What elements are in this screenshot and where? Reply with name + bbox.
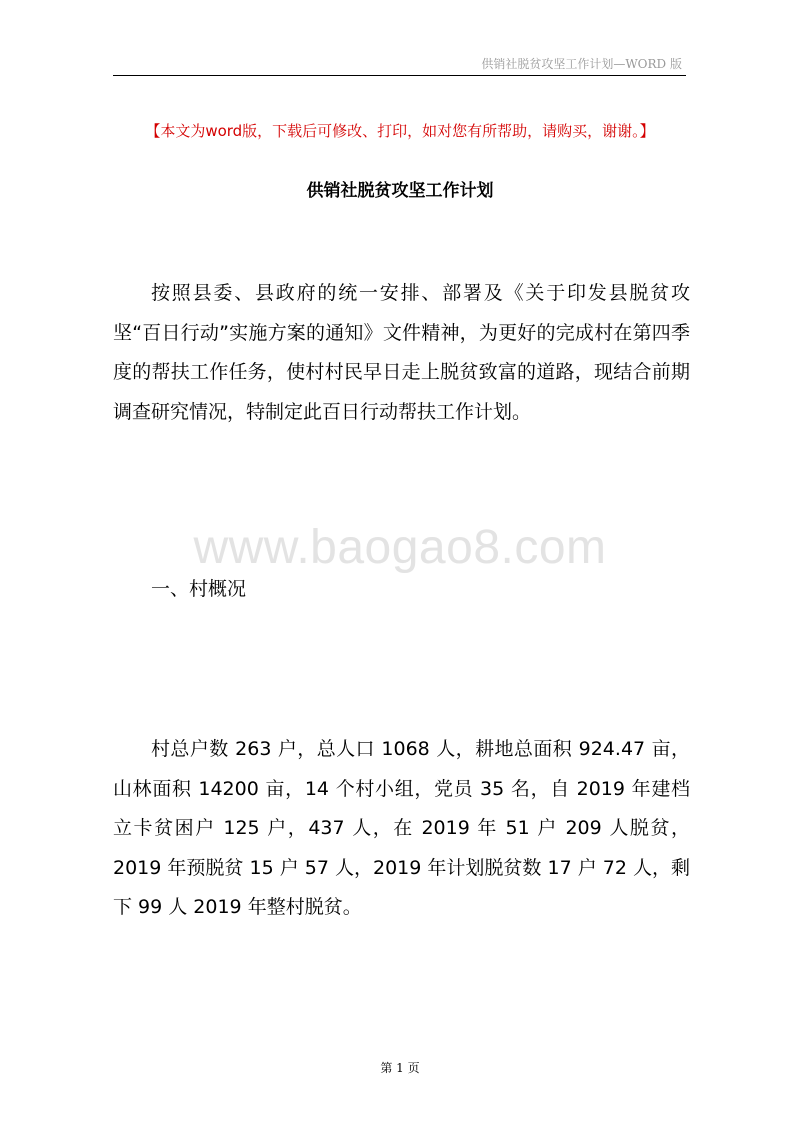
word-version-notice: 【本文为word版，下载后可修改、打印，如对您有所帮助，请购买，谢谢。】: [145, 122, 655, 140]
page-number: 第 1 页: [380, 1061, 420, 1075]
running-header: 供销社脱贫攻坚工作计划—WORD 版: [481, 57, 682, 71]
site-watermark: www.baogao8.com: [193, 521, 607, 574]
document-title: 供销社脱贫攻坚工作计划: [306, 181, 494, 201]
intro-paragraph: 按照县委、县政府的统一安排、部署及《关于印发县脱贫攻坚“百日行动”实施方案的通知》文件精神，为更好的完成村在第四季度的帮扶工作任务，使村村民早日走上脱贫致富的道路，现结合前期调查研究情况，特制定此百日行动帮扶工作计划。: [113, 282, 690, 423]
header-divider: [113, 75, 686, 76]
section-heading-village-overview: 一、村概况: [151, 578, 247, 600]
village-overview-paragraph: 村总户数 263 户，总人口 1068 人，耕地总面积 924.47 亩，山林面积 14200 亩，14 个村小组，党员 35 名，自 2019 年建档立卡贫困户 125 户，437 人，在 2019 年 51 户 209 人脱贫，2019 年预脱贫 15 户 57 人，2019 年计划脱贫数 17 户 72 人，剩下 99 人 2019 年整村脱贫。: [113, 738, 690, 918]
